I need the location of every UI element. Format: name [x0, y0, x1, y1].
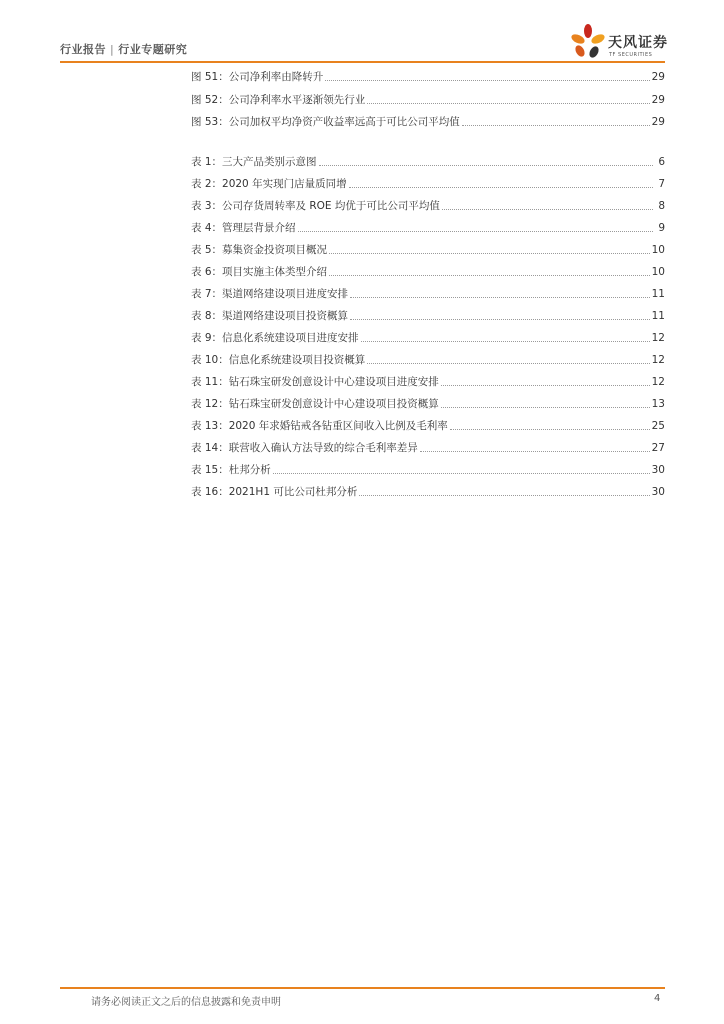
toc-entry-page: 6 [658, 156, 665, 168]
toc-entry-page: 29 [651, 116, 665, 128]
toc-entry-label: 图 53：公司加权平均净资产收益率远高于可比公司平均值 [191, 116, 460, 128]
toc-entry-label: 表 3：公司存货周转率及 ROE 均优于可比公司平均值 [191, 200, 440, 212]
toc-leader [450, 428, 650, 430]
toc-leader [367, 362, 649, 364]
logo-name-en: TF SECURITIES [609, 52, 653, 58]
toc-entry-label: 表 12：钻石珠宝研发创意设计中心建设项目投资概算 [191, 398, 439, 410]
toc-leader [441, 406, 650, 408]
toc-entry-label: 表 9：信息化系统建设项目进度安排 [191, 332, 359, 344]
toc-entry[interactable] [191, 307, 665, 323]
toc-entry-label: 图 52：公司净利率水平逐渐领先行业 [191, 94, 366, 106]
toc-entry[interactable] [191, 241, 665, 257]
toc-entry-label: 表 6：项目实施主体类型介绍 [191, 266, 328, 278]
toc-entry-page: 25 [651, 420, 665, 432]
logo-name-cn: 天风证券 [608, 35, 668, 51]
subcategory-label: 行业专题研究 [118, 43, 188, 56]
toc-entry-page: 8 [658, 200, 665, 212]
toc-leader [319, 164, 653, 166]
toc-leader [273, 472, 650, 474]
toc-entry-label: 图 51：公司净利率由降转升 [191, 71, 324, 83]
toc-entry[interactable] [191, 483, 665, 499]
toc-entry[interactable] [191, 113, 665, 129]
toc-leader [350, 318, 650, 320]
toc-entry-label: 表 2：2020 年实现门店量质同增 [191, 178, 347, 190]
toc-entry-page: 12 [651, 376, 665, 388]
footer-divider [60, 987, 665, 989]
toc-entry-page: 11 [651, 288, 665, 300]
report-category [60, 41, 187, 57]
toc-entry-page: 12 [651, 354, 665, 366]
toc-entry-page: 30 [651, 464, 665, 476]
tf-securities-logo [568, 22, 678, 62]
category-label: 行业报告 [60, 43, 106, 56]
toc-entry-page: 27 [651, 442, 665, 454]
toc-leader [361, 340, 650, 342]
footer-disclaimer: 请务必阅读正文之后的信息披露和免责申明 [91, 997, 281, 1008]
toc-entry[interactable] [191, 175, 665, 191]
toc-entry[interactable] [191, 197, 665, 213]
toc-entry-page: 11 [651, 310, 665, 322]
toc-leader [325, 79, 649, 81]
category-separator: | [110, 43, 115, 56]
toc-leader [367, 102, 649, 104]
toc-leader [359, 494, 649, 496]
toc-entry[interactable] [191, 395, 665, 411]
toc-entry[interactable] [191, 373, 665, 389]
toc-entry-label: 表 16：2021H1 可比公司杜邦分析 [191, 486, 358, 498]
toc-leader [350, 296, 650, 298]
page-number: 4 [654, 993, 661, 1004]
toc-entry-label: 表 5：募集资金投资项目概况 [191, 244, 328, 256]
toc-entry-label: 表 10：信息化系统建设项目投资概算 [191, 354, 366, 366]
toc-entry-page: 30 [651, 486, 665, 498]
toc-leader [329, 252, 650, 254]
toc-entry[interactable] [191, 461, 665, 477]
toc-entry-label: 表 1：三大产品类别示意图 [191, 156, 317, 168]
toc-entry-page: 12 [651, 332, 665, 344]
toc-entry-page: 29 [651, 94, 665, 106]
toc-entry-page: 7 [658, 178, 665, 190]
toc-entry-label: 表 14：联营收入确认方法导致的综合毛利率差异 [191, 442, 418, 454]
toc-entry-label: 表 15：杜邦分析 [191, 464, 271, 476]
toc-leader [442, 208, 653, 210]
toc-entry-label: 表 8：渠道网络建设项目投资概算 [191, 310, 349, 322]
toc-entry-page: 9 [658, 222, 665, 234]
toc-entry-label: 表 4：管理层背景介绍 [191, 222, 296, 234]
toc-entry[interactable] [191, 263, 665, 279]
flower-logo-icon [568, 22, 608, 62]
header-divider [60, 61, 665, 63]
toc-leader [441, 384, 650, 386]
toc-entry[interactable] [191, 417, 665, 433]
toc-leader [349, 186, 653, 188]
toc-entry-page: 10 [651, 266, 665, 278]
toc-leader [298, 230, 653, 232]
toc-entry[interactable] [191, 219, 665, 235]
toc-entry[interactable] [191, 153, 665, 169]
toc-entry[interactable] [191, 91, 665, 107]
toc-entry-label: 表 13：2020 年求婚钻戒各钻重区间收入比例及毛利率 [191, 420, 448, 432]
toc-leader [420, 450, 650, 452]
toc-entry[interactable] [191, 68, 665, 84]
toc-leader [462, 124, 650, 126]
toc-entry-page: 13 [651, 398, 665, 410]
toc-entry-label: 表 7：渠道网络建设项目进度安排 [191, 288, 349, 300]
toc-entry[interactable] [191, 351, 665, 367]
toc-entry-label: 表 11：钻石珠宝研发创意设计中心建设项目进度安排 [191, 376, 439, 388]
toc-entry[interactable] [191, 285, 665, 301]
toc-entry[interactable] [191, 439, 665, 455]
toc-leader [329, 274, 650, 276]
toc-entry-page: 29 [651, 71, 665, 83]
toc-entry-page: 10 [651, 244, 665, 256]
toc-entry[interactable] [191, 329, 665, 345]
